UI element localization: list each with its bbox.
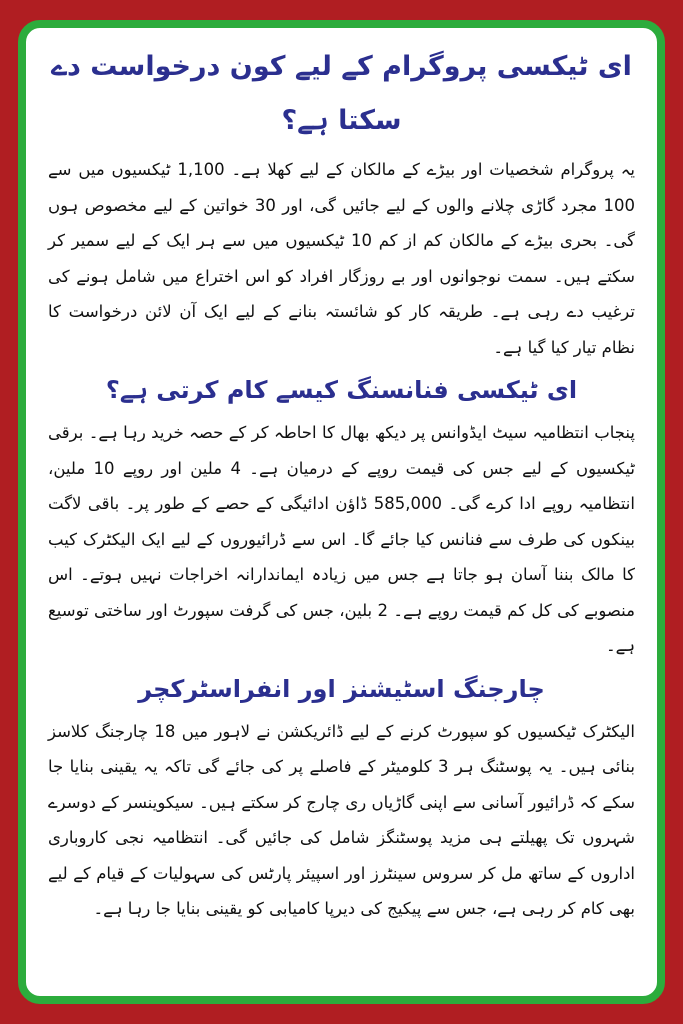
section2-paragraph: پنجاب انتظامیہ سیٹ ایڈوانس پر دیکھ بھال کا احاطہ کر کے حصہ خرید رہا ہے۔ برقی ٹیکسیوں کے لیے جس کی قیمت روپے کے درمیان ہے۔ 4 ملین اور روپے 10 ملین، انتظامیہ روپے ادا کرے گی۔ 585,000 ڈاؤن ادائیگی کے حصے کے طور پر۔ باقی لاگت بینکوں کی طرف سے فنانس کیا جائے گا۔ اس سے ڈرائیوروں کے لیے ایک الیکٹرک کیب کا مالک بننا آسان ہو جاتا ہے جس میں زیادہ ایماندارانہ اخراجات نہیں ہوتے۔ اس منصوبے کی کل کم قیمت روپے ہے۔ 2 بلین، جس کی گرفت سپورٹ اور ساختی توسیع ہے۔ xyxy=(48,423,635,655)
article-body xyxy=(30,32,653,992)
section2-heading: ای ٹیکسی فنانسنگ کیسے کام کرتی ہے؟ xyxy=(105,376,578,404)
section1-paragraph: یہ پروگرام شخصیات اور بیڑے کے مالکان کے لیے کھلا ہے۔ 1,100 ٹیکسیوں میں سے 100 مجرد گاڑی چلانے والوں کے لیے جائیں گی، اور 30 خواتین کے لیے مخصوص ہوں گی۔ بحری بیڑے کے مالکان کم از کم 10 ٹیکسیوں میں سے ہر ایک کے لیے سمیر کر سکتے ہیں۔ سمت نوجوانوں اور بے روزگار افراد کو اس اختراع میں شامل ہونے کی ترغیب دے رہی ہے۔ طریقہ کار کو شائستہ بنانے کے لیے ایک آن لائن درخواست کا نظام تیار کیا گیا ہے۔ xyxy=(48,160,635,357)
section3-heading: چارجنگ اسٹیشنز اور انفراسٹرکچر xyxy=(138,674,545,703)
article-title: ای ٹیکسی پروگرام کے لیے کون درخواست دے سکتا ہے؟ xyxy=(51,51,632,136)
article-frame xyxy=(18,20,665,1004)
section3-paragraph: الیکٹرک ٹیکسیوں کو سپورٹ کرنے کے لیے ڈائریکشن نے لاہور میں 18 چارجنگ کلاسز بنائی ہیں۔ یہ پوسٹنگ ہر 3 کلومیٹر کے فاصلے پر کی جائے گی تاکہ یہ یقینی بنایا جا سکے کہ ڈرائیور آسانی سے اپنی گاڑیاں ری چارج کر سکتے ہیں۔ سیکوینسر کے دوسرے شہروں تک پھیلتے ہی مزید پوسٹنگز شامل کی جائیں گی۔ انتظامیہ نجی کاروباری اداروں کے ساتھ مل کر سروس سینٹرز اور اسپیئر پارٹس کی سہولیات کے قیام کے لیے بھی کام کر رہی ہے، جس سے پیکیج کی دیرپا کامیابی کو یقینی بنایا جا رہا ہے۔ xyxy=(48,721,635,918)
